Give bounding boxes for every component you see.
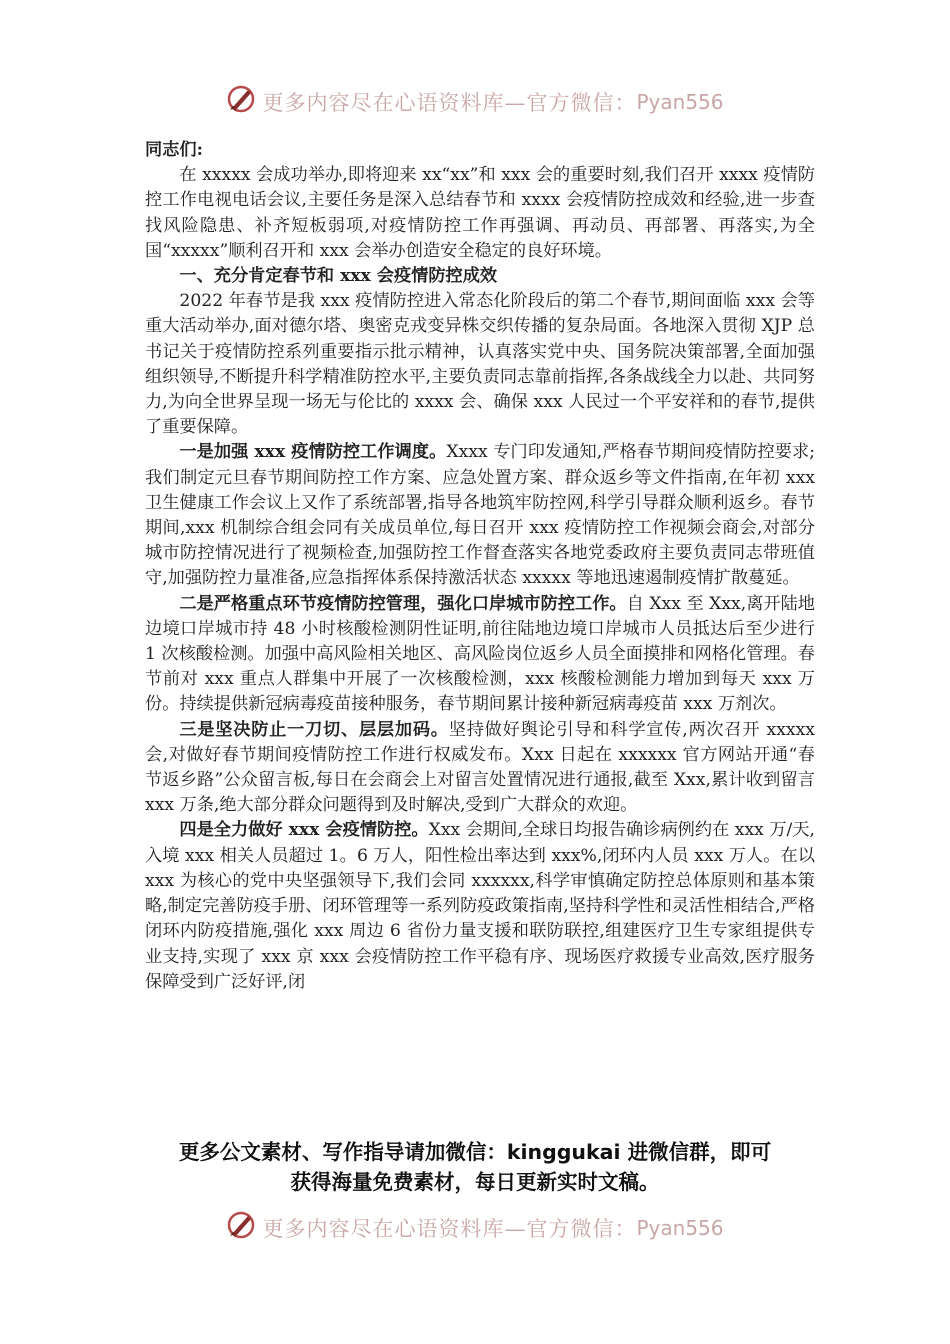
- watermark-header: [0, 84, 950, 119]
- point-text: 坚持做好舆论引导和科学宣传,两次召开 xxxxx 会,对做好春节期间疫情防控工作进行权威发布。Xxx 日起在 xxxxxx 官方网站开通“春节返乡路”公众留言板,每日在会商会上对留言处置情况进行通报,截至 Xxx,累计收到留言 xxx 万条,绝大部分群众问题得到及时解决,受到广大群众的欢迎。: [145, 719, 815, 816]
- promo-notice: [140, 1137, 810, 1197]
- intro-paragraph: 在 xxxxx 会成功举办,即将迎来 xx“xx”和 xxx 会的重要时刻,我们召开 xxxx 疫情防控工作电视电话会议,主要任务是深入总结春节和 xxxx 会疫情防控成效和经验,进一步查找风险隐患、补齐短板弱项,对疫情防控工作再强调、再动员、再部署、再落实,为全国“xxxxx”顺利召开和 xxx 会举办创造安全稳定的良好环境。: [145, 165, 815, 261]
- watermark-text: 更多内容尽在心语资料库—官方微信：: [262, 90, 637, 115]
- point-paragraph-4: [145, 818, 815, 994]
- section-heading: 一、充分肯定春节和 xxx 会疫情防控成效: [179, 266, 498, 287]
- point-paragraph-2: [145, 592, 815, 718]
- pen-logo-icon: [226, 84, 256, 119]
- point-title: 二是严格重点环节疫情防控管理，强化口岸城市防控工作。: [179, 593, 627, 614]
- point-title: 四是全力做好 xxx 会疫情防控。: [179, 820, 429, 841]
- watermark-id: Pyan556: [636, 89, 724, 114]
- point-paragraph-3: [145, 718, 815, 819]
- pen-logo-icon: [226, 1210, 256, 1245]
- point-text: Xxx 会期间,全球日均报告确诊病例约在 xxx 万/天,入境 xxx 相关人员超过 1。6 万人，阳性检出率达到 xxx%,闭环内人员 xxx 万人。在以 xxx 为核心的党中央坚强领导下,我们会同 xxxxxx,科学审慎确定防控总体原则和基本策略,制定完善防疫手册、闭环管理等一系列防疫政策指南,坚持科学性和灵活性相结合,严格闭环内防疫措施,强化 xxx 周边 6 省份力量支援和联防联控,组建医疗卫生专家组提供专业支持,实现了 xxx 京 xxx 会疫情防控工作平稳有序、现场医疗救援专业高效,医疗服务保障受到广泛好评,闭: [145, 820, 815, 992]
- promo-line-1: 更多公文素材、写作指导请加微信：kinggukai 进微信群，即可: [178, 1140, 772, 1164]
- promo-line-2: 获得海量免费素材，每日更新实时文稿。: [290, 1170, 660, 1194]
- watermark-id: Pyan556: [636, 1215, 724, 1240]
- point-paragraph-1: [145, 440, 815, 591]
- watermark-footer: [0, 1210, 950, 1245]
- salutation: 同志们:: [145, 140, 203, 160]
- document-body: [145, 138, 815, 995]
- point-text: Xxxx 专门印发通知,严格春节期间疫情防控要求;我们制定元旦春节期间防控工作方案、应急处置方案、群众返乡等文件指南,在年初 xxx 卫生健康工作会议上又作了系统部署,指导各地筑牢防控网,科学引导群众顺利返乡。春节期间,xxx 机制综合组会同有关成员单位,每日召开 xxx 疫情防控工作视频会商会,对部分城市防控情况进行了视频检查,加强防控工作督查落实各地党委政府主要负责同志带班值守,加强防控力量准备,应急指挥体系保持激活状态 xxxxx 等地迅速遏制疫情扩散蔓延。: [145, 442, 815, 589]
- point-text: 自 Xxx 至 Xxx,离开陆地边境口岸城市持 48 小时核酸检测阴性证明,前往陆地边境口岸城市人员抵达后至少进行 1 次核酸检测。加强中高风险相关地区、高风险岗位返乡人员全面摸排和网格化管理。春节前对 xxx 重点人群集中开展了一次核酸检测，xxx 核酸检测能力增加到每天 xxx 万份。持续提供新冠病毒疫苗接种服务，春节期间累计接种新冠病毒疫苗 xxx 万剂次。: [145, 593, 815, 715]
- point-title: 三是坚决防止一刀切、层层加码。: [179, 719, 449, 740]
- watermark-text: 更多内容尽在心语资料库—官方微信：: [262, 1216, 637, 1241]
- point-title: 一是加强 xxx 疫情防控工作调度。: [179, 442, 447, 463]
- section-paragraph: 2022 年春节是我 xxx 疫情防控进入常态化阶段后的第二个春节,期间面临 xxx 会等重大活动举办,面对德尔塔、奥密克戎变异株交织传播的复杂局面。各地深入贯彻 XJP 总书记关于疫情防控系列重要指示批示精神，认真落实党中央、国务院决策部署,全面加强组织领导,不断提升科学精准防控水平,主要负责同志靠前指挥,各条战线全力以赴、共同努力,为向全世界呈现一场无与伦比的 xxxx 会、确保 xxx 人民过一个平安祥和的春节,提供了重要保障。: [145, 291, 815, 438]
